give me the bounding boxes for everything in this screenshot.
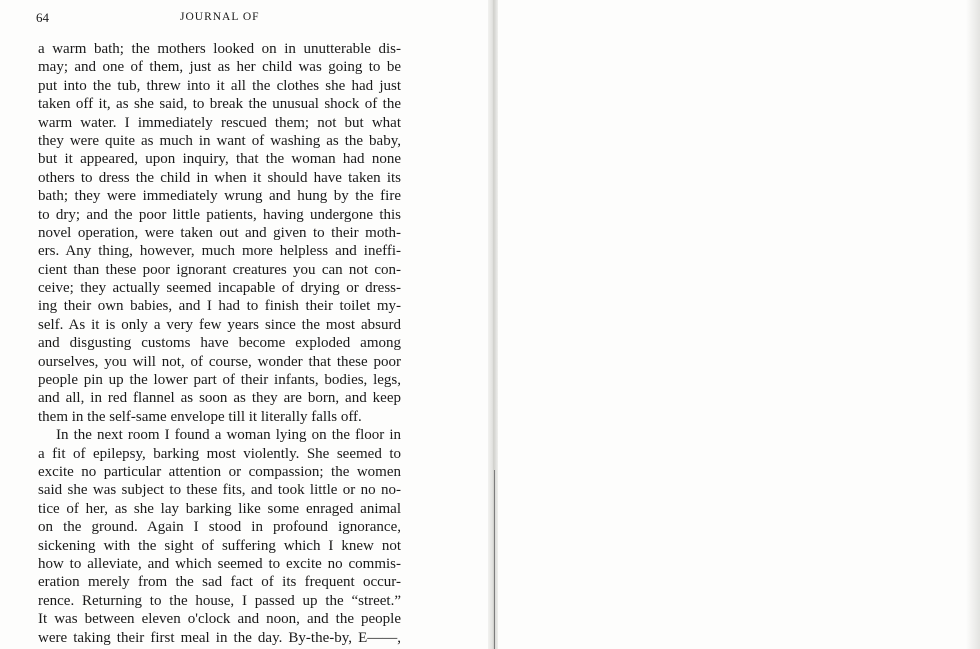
text-line-content: on the ground. Again I stood in profound ignorance, xyxy=(38,519,401,536)
text-line xyxy=(38,445,401,463)
text-line-content: others to dress the child in when it should have taken its xyxy=(38,169,401,186)
left-page-text xyxy=(38,40,401,649)
text-line xyxy=(38,463,401,481)
text-line-content: rence. Returning to the house, I passed up the “street.” xyxy=(38,592,401,609)
text-line-content: taken off it, as she said, to break the unusual shock of the xyxy=(38,96,401,113)
text-line xyxy=(38,555,401,573)
text-line-content: cient than these poor ignorant creatures you can not con- xyxy=(38,261,401,278)
text-line xyxy=(38,206,401,224)
text-line-content: ers. Any thing, however, much more helpless and ineffi- xyxy=(38,243,401,260)
text-line-content: bath; they were immediately wrung and hung by the fire xyxy=(38,188,401,205)
text-line xyxy=(38,500,401,518)
text-line-content: excite no particular attention or compassion; the women xyxy=(38,463,401,480)
text-line-content: they were quite as much in want of washing as the baby, xyxy=(38,132,401,149)
text-line xyxy=(38,389,401,407)
text-line xyxy=(38,187,401,205)
text-line xyxy=(38,371,401,389)
text-line xyxy=(38,353,401,371)
text-line xyxy=(38,408,401,426)
page-edge-shadow xyxy=(966,0,980,649)
text-line xyxy=(38,95,401,113)
text-line-content: warm water. I immediately rescued them; not but what xyxy=(38,114,401,131)
text-line xyxy=(38,261,401,279)
text-line xyxy=(38,132,401,150)
text-line-content: how to alleviate, and which seemed to excite no commis- xyxy=(38,555,401,572)
text-line xyxy=(38,169,401,187)
left-page-number: 64 xyxy=(36,10,49,25)
text-line xyxy=(38,518,401,536)
text-line xyxy=(38,58,401,76)
text-line xyxy=(38,242,401,260)
text-line xyxy=(38,481,401,499)
text-line xyxy=(38,297,401,315)
text-line xyxy=(38,610,401,628)
text-line-content: a fit of epilepsy, barking most violently. She seemed to xyxy=(38,445,401,462)
text-line-content: them in the self-same envelope till it literally falls off. xyxy=(38,408,362,425)
text-line-content: to dry; and the poor little patients, having undergone this xyxy=(38,206,401,223)
text-line-content: sickening with the sight of suffering which I knew not xyxy=(38,537,401,554)
text-line xyxy=(38,40,401,58)
text-line xyxy=(38,426,401,444)
text-line-content: eration merely from the sad fact of its frequent occur- xyxy=(38,574,401,591)
text-line xyxy=(38,334,401,352)
text-line-content: ceive; they actually seemed incapable of drying or dress- xyxy=(38,280,401,297)
text-line-content: ourselves, you will not, of course, wonder that these poor xyxy=(38,353,401,370)
text-line-content: said she was subject to these fits, and took little or no no- xyxy=(38,482,401,499)
text-line xyxy=(38,316,401,334)
text-line-content: ing their own babies, and I had to finish their toilet my- xyxy=(38,298,401,315)
text-line-content: may; and one of them, just as her child was going to be xyxy=(38,59,401,76)
text-line-content: self. As it is only a very few years since the most absurd xyxy=(38,316,401,333)
text-line xyxy=(38,77,401,95)
right-page xyxy=(490,0,980,649)
text-line-content: a warm bath; the mothers looked on in unutterable dis- xyxy=(38,41,401,57)
text-line xyxy=(38,279,401,297)
text-line xyxy=(38,592,401,610)
text-line-content: and disgusting customs have become exploded among xyxy=(38,335,401,352)
text-line-content: novel operation, were taken out and given to their moth- xyxy=(38,224,401,241)
text-line xyxy=(38,224,401,242)
text-line-content: were taking their first meal in the day. By-the-by, E——, xyxy=(38,629,401,646)
text-line xyxy=(38,150,401,168)
text-line xyxy=(38,537,401,555)
text-line-content: tice of her, as she lay barking like some enraged animal xyxy=(38,500,401,517)
text-line xyxy=(38,573,401,591)
text-line-content: but it appeared, upon inquiry, that the woman had none xyxy=(38,151,401,168)
text-line-content: In the next room I found a woman lying on the floor in xyxy=(56,427,401,444)
text-line xyxy=(38,629,401,647)
text-line-content: people pin up the lower part of their infants, bodies, legs, xyxy=(38,372,401,389)
left-running-head: JOURNAL OF xyxy=(180,11,260,23)
text-line xyxy=(38,114,401,132)
text-line-content: It was between eleven o'clock and noon, and the people xyxy=(38,611,401,628)
text-line-content: and all, in red flannel as soon as they are born, and keep xyxy=(38,390,401,407)
text-line-content: put into the tub, threw into it all the clothes she had just xyxy=(38,77,401,94)
